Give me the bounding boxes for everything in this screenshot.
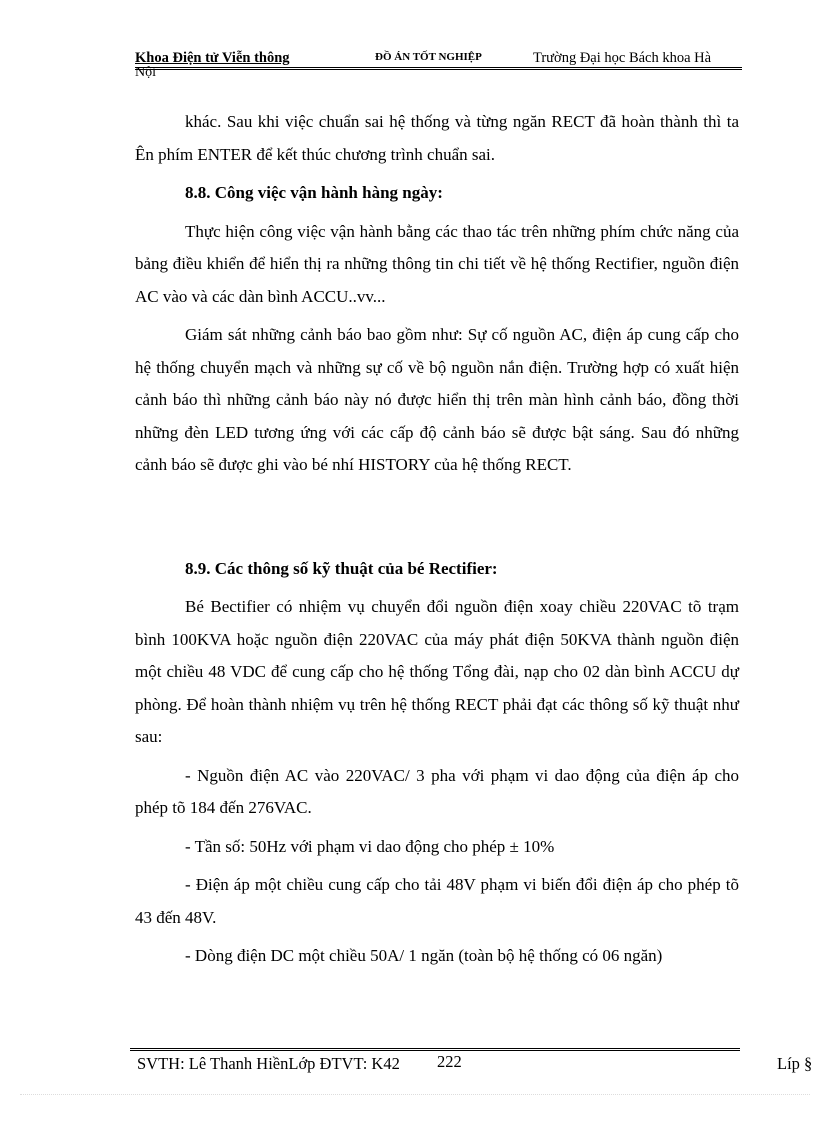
page-body	[135, 106, 739, 973]
section-heading-8-8: 8.8. Công việc vận hành hàng ngày:	[185, 183, 443, 202]
spec-item-frequency: - Tần số: 50Hz với phạm vi dao động cho phép ± 10%	[185, 836, 555, 856]
header-rule	[135, 67, 742, 68]
paragraph-1: khác. Sau khi việc chuẩn sai hệ thống và từng ngăn RECT đã hoàn thành thì ta Ên phím ENTER để kết thúc chương trình chuẩn sai.	[135, 112, 739, 164]
section-heading-8-9: 8.9. Các thông số kỹ thuật của bé Rectifier:	[185, 558, 498, 578]
header-faculty: Khoa Điện tử Viễn thông	[135, 50, 290, 66]
page-number: 222	[437, 1052, 462, 1071]
spec-item-dc-voltage: - Điện áp một chiều cung cấp cho tải 48V phạm vi biến đổi điện áp cho phép tõ 43 đến 48V.	[135, 875, 739, 927]
footer-rule	[130, 1048, 740, 1053]
header-rule-secondary	[135, 69, 742, 70]
footer-student: SVTH: Lê Thanh HiềnLớp ĐTVT: K42	[137, 1054, 400, 1073]
paragraph-3: Giám sát những cảnh báo bao gồm như: Sự cố nguồn AC, điện áp cung cấp cho hệ thống chuyển mạch và những sự cố về bộ nguồn nắn điện. Trường hợp có xuất hiện cảnh báo thì những cảnh báo này nó được hiển thị trên màn hình cảnh báo, đồng thời những đèn LED tương ứng với các cấp độ cảnh báo sẽ được bật sáng. Sau đó những cảnh báo sẽ được ghi vào bé nhí HISTORY của hệ thống RECT.	[135, 325, 739, 474]
header-university-wrap: Nội	[135, 65, 156, 80]
paragraph-2: Thực hiện công việc vận hành bằng các thao tác trên những phím chức năng của bảng điều khiển để hiển thị ra những thông tin chi tiết về hệ thống Rectifier, nguồn điện AC vào và các dàn bình ACCU..vv...	[135, 221, 739, 306]
header-doc-type: ĐỒ ÁN TỐT NGHIỆP	[375, 51, 482, 63]
spec-item-ac-input: - Nguồn điện AC vào 220VAC/ 3 pha với phạm vi dao động của điện áp cho phép tõ 184 đến 276VAC.	[135, 765, 739, 817]
footer-class: Líp §	[777, 1054, 813, 1073]
spec-item-dc-current: - Dòng điện DC một chiều 50A/ 1 ngăn (toàn bộ hệ thống có 06 ngăn)	[185, 946, 663, 965]
page-bottom-border	[20, 1094, 810, 1095]
header-university: Trường Đại học Bách khoa Hà	[533, 50, 712, 66]
paragraph-4: Bé Bectifier có nhiệm vụ chuyển đổi nguồn điện xoay chiều 220VAC tõ trạm bình 100KVA hoặc nguồn điện 220VAC của máy phát điện 50KVA thành nguồn điện một chiều 48 VDC để cung cấp cho hệ thống Tổng đài, nạp cho 02 dàn bình ACCU dự phòng. Để hoàn thành nhiệm vụ trên hệ thống RECT phải đạt các thông số kỹ thuật như sau:	[135, 597, 739, 746]
